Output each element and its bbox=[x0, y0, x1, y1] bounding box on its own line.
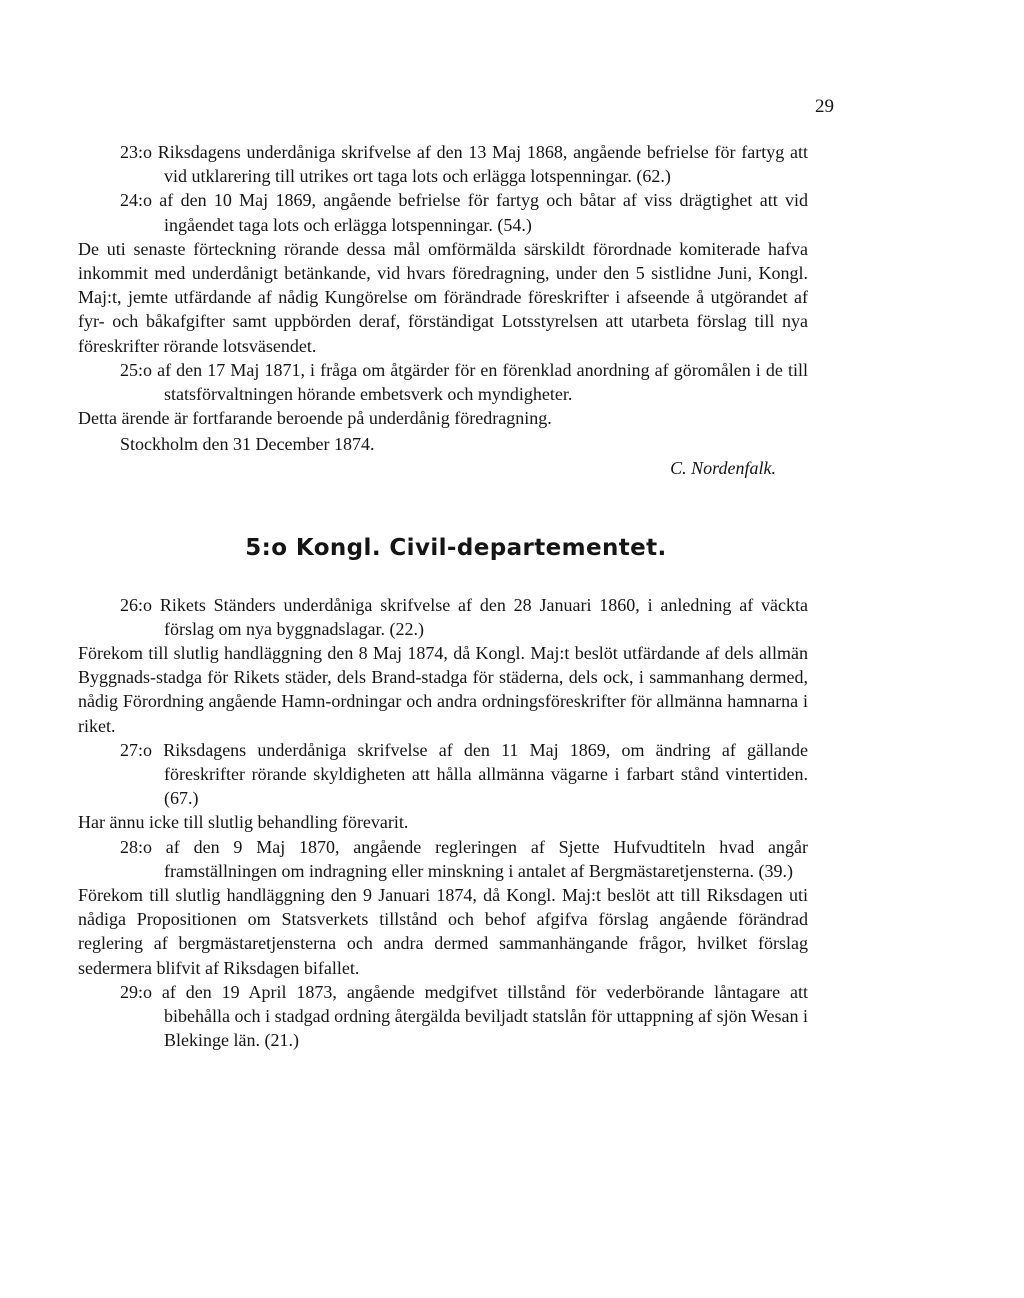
status-note-28: Förekom till slutlig handläggning den 9 Januari 1874, då Kongl. Maj:t beslöt att till Riksdagen uti nådiga Propositionen om Statsverkets tillstånd och behof afgifva förslag angående förändrad reglering af bergmästaretjensterna och andra dermed sammanhängande frågor, hvilket förslag sedermera blifvit af Riksdagen bifallet. bbox=[78, 885, 808, 978]
page-body bbox=[78, 140, 808, 1053]
list-item-28: 28:o af den 9 Maj 1870, angående regleringen af Sjette Hufvudtiteln hvad angår framställningen om indragning eller minskning i antalet af Bergmästaretjensterna. (39.) bbox=[120, 836, 808, 881]
list-item-26: 26:o Rikets Ständers underdåniga skrifvelse af den 28 Januari 1860, i anledning af väckta förslag om nya byggnadslagar. (22.) bbox=[120, 594, 808, 639]
list-item-24: 24:o af den 10 Maj 1869, angående befrielse för fartyg och båtar af viss drägtighet att vid ingåendet taga lots och erlägga lotspenningar. (54.) bbox=[120, 190, 808, 235]
status-note-27: Har ännu icke till slutlig behandling förevarit. bbox=[78, 812, 409, 833]
status-note-committee: De uti senaste förteckning rörande dessa mål omförmälda särskildt förordnade komiterade hafva inkommit med underdånigt betänkande, vid hvars föredragning, under den 5 sistlidne Juni, Kongl. Maj:t, jemte utfärdande af nådig Kungörelse om förändrade föreskrifter i afseende å utgörandet af fyr- och båkafgifter samt uppbörden deraf, förständigat Lotsstyrelsen att utarbeta förslag till nya föreskrifter rörande lotsväsendet. bbox=[78, 238, 808, 356]
list-item-27: 27:o Riksdagens underdåniga skrifvelse af den 11 Maj 1869, om ändring af gällande föreskrifter rörande skyldigheten att hålla allmänna vägarne i farbart stånd vintertiden. (67.) bbox=[120, 739, 808, 809]
status-note-25: Detta ärende är fortfarande beroende på underdånig föredragning. bbox=[78, 408, 552, 429]
signature-name: C. Nordenfalk. bbox=[670, 458, 776, 479]
list-item-29: 29:o af den 19 April 1873, angående medgifvet tillstånd för vederbörande låntagare att bibehålla och i stadgad ordning återgälda beviljadt statslån för uttappning af sjön Wesan i Blekinge län. (21.) bbox=[120, 981, 808, 1051]
signature-block bbox=[78, 430, 808, 484]
status-note-26: Förekom till slutlig handläggning den 8 Maj 1874, då Kongl. Maj:t beslöt utfärdande af dels allmän Byggnads-stadga för Rikets städer, dels Brand-stadga för städerna, dels ock, i sammanhang dermed, nådig Förordning angående Hamn-ordningar och andra ordningsföreskrifter för allmänna hamnarna i riket. bbox=[78, 643, 808, 736]
list-item-23: 23:o Riksdagens underdåniga skrifvelse af den 13 Maj 1868, angående befrielse för fartyg att vid utklarering till utrikes ort taga lots och erlägga lotspenningar. (62.) bbox=[120, 142, 808, 187]
department-heading: 5:o Kongl. Civil-departementet. bbox=[245, 535, 667, 562]
page-number: 29 bbox=[815, 96, 834, 117]
list-item-25: 25:o af den 17 Maj 1871, i fråga om åtgärder för en förenklad anordning af göromålen i de till statsförvaltningen hörande embetsverk och myndigheter. bbox=[120, 359, 808, 405]
signature-place-date: Stockholm den 31 December 1874. bbox=[120, 434, 375, 455]
